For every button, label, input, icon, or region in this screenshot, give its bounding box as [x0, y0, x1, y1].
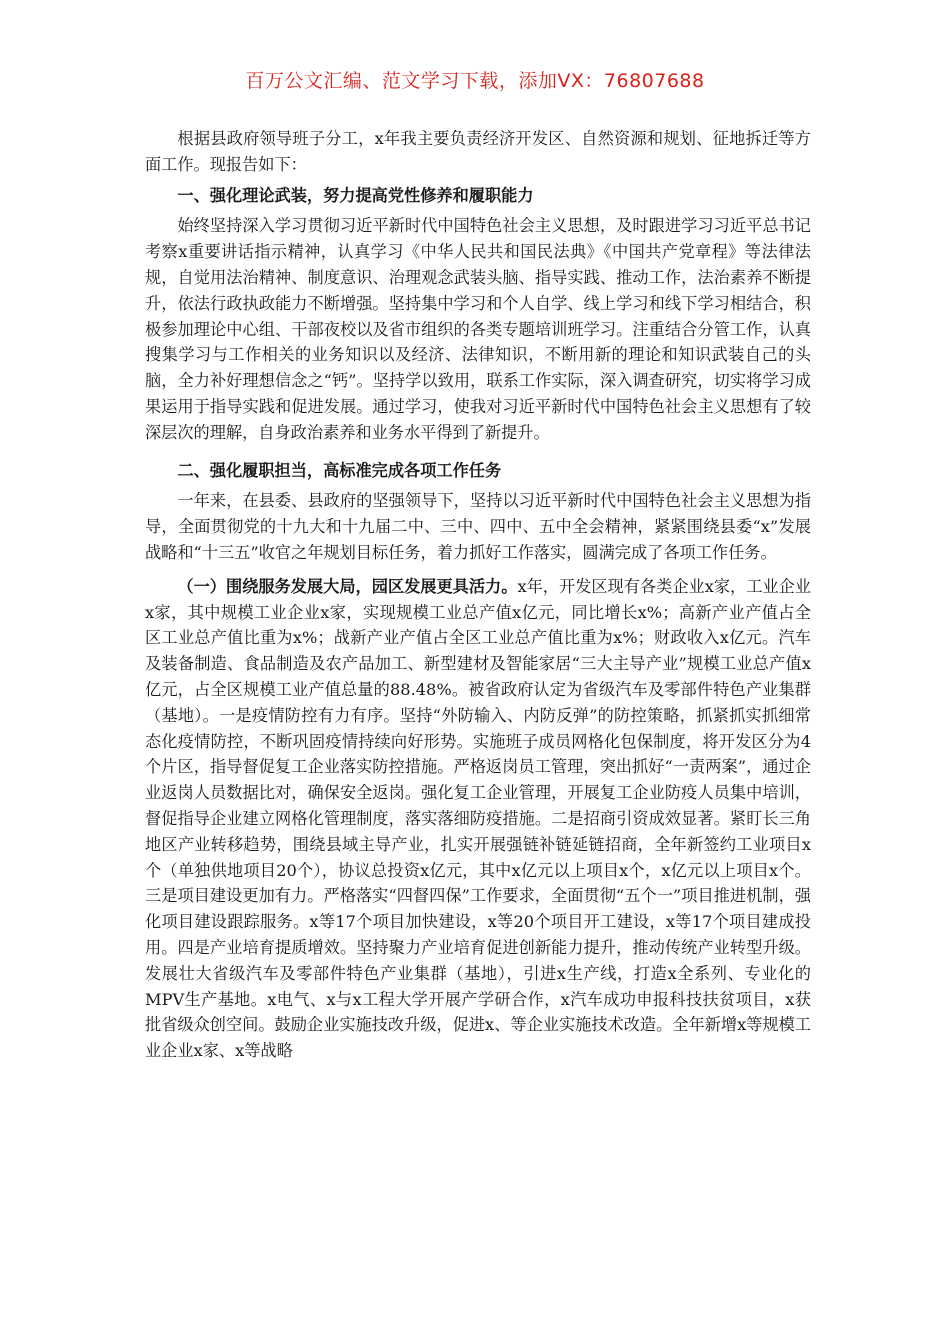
watermark-header: 百万公文汇编、范文学习下载，添加VX：76807688	[245, 70, 705, 92]
section1-heading: 一、强化理论武装，努力提高党性修养和履职能力	[177, 185, 534, 205]
document-body	[145, 126, 811, 1064]
subsection1-text: x年，开发区现有各类企业x家，工业企业x家，其中规模工业企业x家，实现规模工业总产值x亿元，同比增长x%；高新产业产值占全区工业总产值比重为x%；战新产业产值占全区工业总产值比重为x%；财政收入x亿元。汽车及装备制造、食品制造及农产品加工、新型建材及智能家居“三大主导产业”规模工业总产值x亿元，占全区规模工业产值总量的88.48%。被省政府认定为省级汽车及零部件特色产业集群（基地）。一是疫情防控有力有序。坚持“外防输入、内防反弹”的防控策略，抓紧抓实抓细常态化疫情防控，不断巩固疫情持续向好形势。实施班子成员网格化包保制度，将开发区分为4个片区，指导督促复工企业落实防控措施。严格返岗员工管理，突出抓好“一责两案”，通过企业返岗人员数据比对，确保安全返岗。强化复工企业管理，开展复工企业防疫人员集中培训，督促指导企业建立网格化管理制度，落实落细防疫措施。二是招商引资成效显著。紧盯长三角地区产业转移趋势，围绕县域主导产业，扎实开展强链补链延链招商，全年新签约工业项目x个（单独供地项目20个），协议总投资x亿元，其中x亿元以上项目x个，x亿元以上项目x个。三是项目建设更加有力。严格落实“四督四保”工作要求，全面贯彻“五个一”项目推进机制，强化项目建设跟踪服务。x等17个项目加快建设，x等20个项目开工建设，x等17个项目建成投用。四是产业培育提质增效。坚持聚力产业培育促进创新能力提升，推动传统产业转型升级。发展壮大省级汽车及零部件特色产业集群（基地），引进x生产线，打造x全系列、专业化的MPV生产基地。x电气、x与x工程大学开展产学研合作，x汽车成功申报科技扶贫项目，x获批省级众创空间。鼓励企业实施技改升级，促进x、等企业实施技术改造。全年新增x等规模工业企业x家、x等战略	[145, 576, 811, 1061]
section1-paragraph: 始终坚持深入学习贯彻习近平新时代中国特色社会主义思想，及时跟进学习习近平总书记考察x重要讲话指示精神，认真学习《中华人民共和国民法典》《中国共产党章程》等法律法规，自觉用法治精神、制度意识、治理观念武装头脑、指导实践、推动工作，法治素养不断提升，依法行政执政能力不断增强。坚持集中学习和个人自学、线上学习和线下学习相结合，积极参加理论中心组、干部夜校以及省市组织的各类专题培训班学习。注重结合分管工作，认真搜集学习与工作相关的业务知识以及经济、法律知识，不断用新的理论和知识武装自己的头脑，全力补好理想信念之“钙”。坚持学以致用，联系工作实际，深入调查研究，切实将学习成果运用于指导实践和促进发展。通过学习，使我对习近平新时代中国特色社会主义思想有了较深层次的理解，自身政治素养和业务水平得到了新提升。	[145, 216, 811, 442]
section2-paragraph: 一年来，在县委、县政府的坚强领导下，坚持以习近平新时代中国特色社会主义思想为指导，全面贯彻党的十九大和十九届二中、三中、四中、五中全会精神，紧紧围绕县委“x”发展战略和“十三五”收官之年规划目标任务，着力抓好工作落实，圆满完成了各项工作任务。	[145, 491, 811, 562]
subsection1-heading: （一）围绕服务发展大局，园区发展更具活力。	[177, 576, 518, 596]
subsection1-paragraph	[145, 574, 811, 1064]
intro-paragraph: 根据县政府领导班子分工，x年我主要负责经济开发区、自然资源和规划、征地拆迁等方面工作。现报告如下：	[145, 129, 811, 174]
section2-heading: 二、强化履职担当，高标准完成各项工作任务	[177, 460, 502, 480]
